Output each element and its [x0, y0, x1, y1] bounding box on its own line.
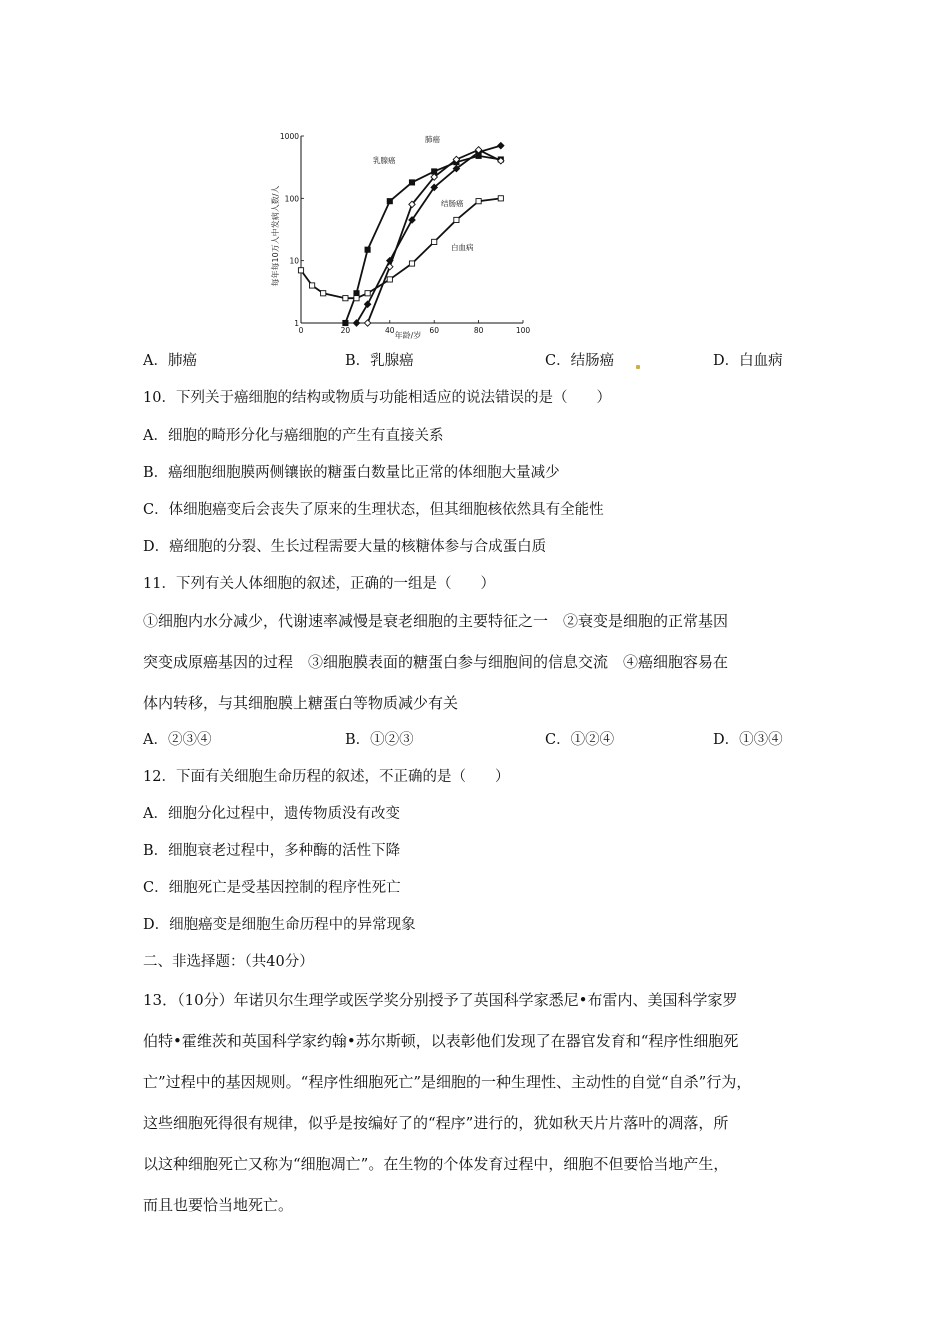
q10-stem: 10．下列关于癌细胞的结构或物质与功能相适应的说法错误的是（ ） — [143, 390, 611, 406]
series-label: 白血病 — [451, 243, 474, 252]
data-point — [387, 277, 392, 282]
q13-line-3: 亡”过程中的基因规则。“程序性细胞死亡”是细胞的一种生理性、主动性的自觉“自杀”行为， — [143, 1073, 752, 1091]
data-point — [476, 153, 481, 158]
section-2-heading: 二、非选择题：（共40分） — [143, 954, 314, 970]
data-point — [454, 217, 459, 222]
series-label: 肺癌 — [425, 135, 440, 144]
data-point — [387, 199, 392, 204]
x-tick-label: 60 — [429, 326, 439, 335]
x-axis-label: 年龄/岁 — [394, 331, 422, 340]
q12-option-a: A．细胞分化过程中，遗传物质没有改变 — [143, 806, 400, 822]
q11-option-c: C．①②④ — [545, 732, 615, 748]
data-point — [343, 320, 348, 325]
y-axis-label: 每年每10万人中发病人数/人 — [271, 185, 280, 287]
q13-line-1: 13．（10分）年诺贝尔生理学或医学奖分别授予了英国科学家悉尼•布雷内、美国科学家罗 — [143, 991, 738, 1009]
stray-mark — [636, 365, 640, 369]
q13-line-5: 以这种细胞死亡又称为“细胞凋亡”。在生物的个体发育过程中，细胞不但要恰当地产生， — [143, 1155, 729, 1173]
x-tick-label: 0 — [298, 326, 304, 335]
y-tick-label: 1000 — [279, 132, 299, 141]
x-tick-label: 80 — [473, 326, 484, 335]
data-point — [409, 261, 414, 266]
data-point — [354, 296, 359, 301]
q13-line-6: 而且也要恰当地死亡。 — [143, 1196, 294, 1214]
q9-option-b: B．乳腺癌 — [345, 353, 414, 369]
data-point — [365, 291, 370, 296]
data-point — [343, 296, 348, 301]
q11-option-b: B．①②③ — [345, 732, 414, 748]
q9-option-a: A．肺癌 — [143, 353, 197, 369]
data-point — [354, 291, 359, 296]
q9-option-d: D．白血病 — [713, 353, 783, 369]
y-tick-label: 1 — [294, 319, 299, 328]
data-point — [365, 247, 370, 252]
q9-option-c: C．结肠癌 — [545, 353, 615, 369]
data-point — [409, 180, 414, 185]
data-point — [364, 320, 370, 326]
chart-svg — [265, 126, 540, 346]
q12-option-d: D．细胞癌变是细胞生命历程中的异常现象 — [143, 917, 416, 933]
q11-line-2: 突变成原癌基因的过程 ③细胞膜表面的糖蛋白参与细胞间的信息交流 ④癌细胞容易在 — [143, 653, 729, 671]
q10-option-b: B．癌细胞细胞膜两侧镶嵌的糖蛋白数量比正常的体细胞大量减少 — [143, 465, 560, 481]
q12-option-b: B．细胞衰老过程中，多种酶的活性下降 — [143, 843, 401, 859]
series-line-2 — [345, 156, 500, 323]
q11-line-3: 体内转移，与其细胞膜上糖蛋白等物质减少有关 — [143, 694, 459, 712]
data-point — [476, 199, 481, 204]
q12-stem: 12．下面有关细胞生命历程的叙述，不正确的是（ ） — [143, 769, 510, 785]
y-tick-label: 100 — [284, 194, 299, 204]
series-label: 乳腺癌 — [373, 156, 396, 165]
q13-line-4: 这些细胞死得很有规律，似乎是按编好了的“程序”进行的，犹如秋天片片落叶的凋落，所 — [143, 1114, 729, 1132]
data-point — [310, 283, 315, 288]
q10-option-a: A．细胞的畸形分化与癌细胞的产生有直接关系 — [143, 428, 444, 444]
data-point — [321, 291, 326, 296]
x-tick-label: 20 — [340, 326, 351, 335]
x-tick-label: 40 — [385, 326, 395, 335]
q11-option-a: A．②③④ — [143, 732, 212, 748]
data-point — [498, 196, 503, 201]
data-point — [498, 142, 504, 148]
q10-option-c: C．体细胞癌变后会丧失了原来的生理状态，但其细胞核依然具有全能性 — [143, 502, 604, 518]
q12-option-c: C．细胞死亡是受基因控制的程序性死亡 — [143, 880, 401, 896]
cancer-incidence-chart — [265, 126, 540, 346]
series-label: 结肠癌 — [441, 199, 464, 208]
q13-line-2: 伯特•霍维茨和英国科学家约翰•苏尔斯顿，以表彰他们发现了在器官发育和“程序性细胞死 — [143, 1032, 739, 1050]
q11-stem: 11．下列有关人体细胞的叙述，正确的一组是（ ） — [143, 576, 495, 592]
data-point — [298, 268, 303, 273]
q10-option-d: D．癌细胞的分裂、生长过程需要大量的核糖体参与合成蛋白质 — [143, 539, 547, 555]
x-tick-label: 100 — [515, 326, 531, 335]
data-point — [432, 239, 437, 244]
q11-option-d: D．①③④ — [713, 732, 783, 748]
q11-line-1: ①细胞内水分减少，代谢速率减慢是衰老细胞的主要特征之一 ②衰变是细胞的正常基因 — [143, 612, 729, 630]
y-tick-label: 10 — [289, 256, 299, 266]
